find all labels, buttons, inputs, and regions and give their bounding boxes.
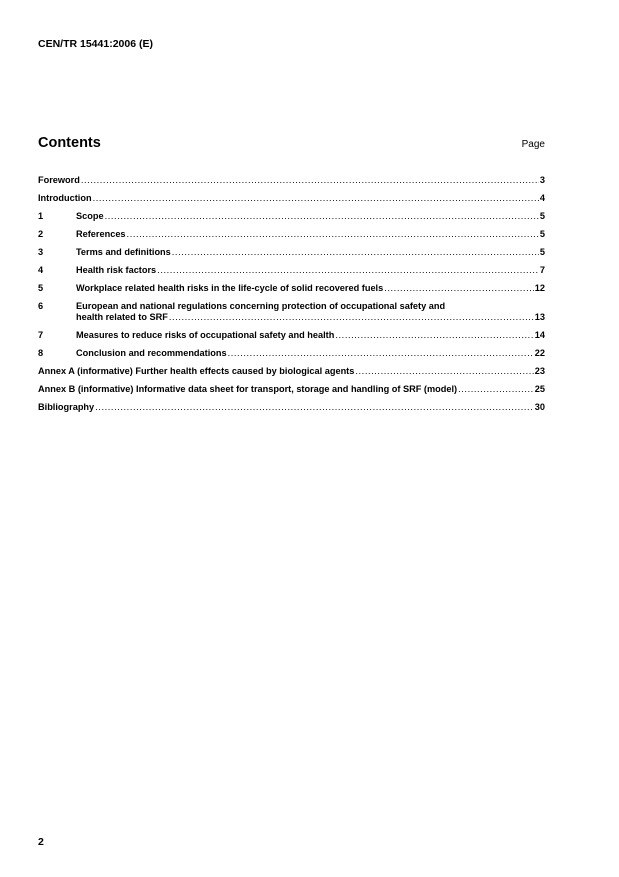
toc-leader-dots	[95, 402, 534, 413]
toc-entry-introduction[interactable]	[38, 193, 545, 204]
toc-entry-page: 25	[534, 384, 545, 394]
toc-entry-health-risk-factors[interactable]	[38, 265, 545, 276]
toc-leader-dots	[93, 193, 539, 204]
toc-entry-annex-a[interactable]	[38, 366, 545, 377]
toc-leader-dots	[169, 312, 534, 323]
toc-entry-number: 8	[38, 348, 44, 358]
toc-entry-number: 1	[38, 211, 44, 221]
toc-entry-number: 6	[38, 301, 44, 311]
page-number: 2	[38, 836, 44, 848]
toc-entry-number: 7	[38, 330, 44, 340]
toc-entry-workplace-health-risks[interactable]	[38, 283, 545, 294]
toc-entry-annex-b[interactable]	[38, 384, 545, 395]
toc-entry-page: 4	[539, 193, 545, 203]
toc-entry-scope[interactable]	[38, 211, 545, 222]
toc-entry-measures[interactable]	[38, 330, 545, 341]
toc-entry-number: 5	[38, 283, 44, 293]
toc-entry-page: 30	[534, 402, 545, 412]
toc-entry-foreword[interactable]	[38, 175, 545, 186]
toc-entry-page: 12	[534, 283, 545, 293]
toc-leader-dots	[81, 175, 539, 186]
toc-entry-title: Foreword	[38, 175, 80, 185]
toc-entry-title: Annex A (informative) Further health effects caused by biological agents	[38, 366, 355, 376]
toc-entry-number: 2	[38, 229, 44, 239]
toc-leader-dots	[458, 384, 534, 395]
toc-entry-title: References	[76, 229, 126, 239]
toc-leader-dots	[384, 283, 534, 294]
toc-entry-page: 22	[534, 348, 545, 358]
toc-entry-title: Bibliography	[38, 402, 95, 412]
toc-entry-title: Scope	[76, 211, 104, 221]
toc-entry-page: 5	[539, 247, 545, 257]
toc-entry-regulations[interactable]	[38, 301, 545, 323]
toc-entry-page: 14	[534, 330, 545, 340]
toc-leader-dots	[355, 366, 533, 377]
toc-entry-bibliography[interactable]	[38, 402, 545, 413]
toc-entry-terms-and-definitions[interactable]	[38, 247, 545, 258]
toc-leader-dots	[172, 247, 539, 258]
toc-leader-dots	[127, 229, 539, 240]
toc-entry-number: 4	[38, 265, 44, 275]
toc-entry-page: 5	[539, 211, 545, 221]
toc-leader-dots	[228, 348, 534, 359]
toc-entry-page: 5	[539, 229, 545, 239]
document-id: CEN/TR 15441:2006 (E)	[38, 38, 153, 50]
toc-entry-title: Health risk factors	[76, 265, 157, 275]
toc-entry-title: Introduction	[38, 193, 92, 203]
toc-entry-page: 23	[534, 366, 545, 376]
toc-entry-page: 7	[539, 265, 545, 275]
toc-entry-title: Terms and definitions	[76, 247, 171, 257]
toc-entry-title: Conclusion and recommendations	[76, 348, 227, 358]
contents-title: Contents	[38, 135, 101, 151]
toc-entry-conclusion[interactable]	[38, 348, 545, 359]
toc-entry-title-line2: health related to SRF	[76, 312, 168, 322]
toc-entry-title: Workplace related health risks in the life-cycle of solid recovered fuels	[76, 283, 384, 293]
toc-entry-page: 13	[534, 312, 545, 322]
toc-leader-dots	[105, 211, 539, 222]
toc-entry-number: 3	[38, 247, 44, 257]
table-of-contents	[38, 175, 545, 420]
toc-entry-title: Annex B (informative) Informative data sheet for transport, storage and handling of SRF (model)	[38, 384, 458, 394]
toc-entry-title: Measures to reduce risks of occupational safety and health	[76, 330, 335, 340]
page-column-label: Page	[521, 139, 545, 150]
toc-leader-dots	[157, 265, 539, 276]
toc-entry-title-line1: European and national regulations concerning protection of occupational safety and	[76, 301, 446, 311]
toc-entry-page: 3	[539, 175, 545, 185]
toc-entry-references[interactable]	[38, 229, 545, 240]
toc-leader-dots	[335, 330, 533, 341]
